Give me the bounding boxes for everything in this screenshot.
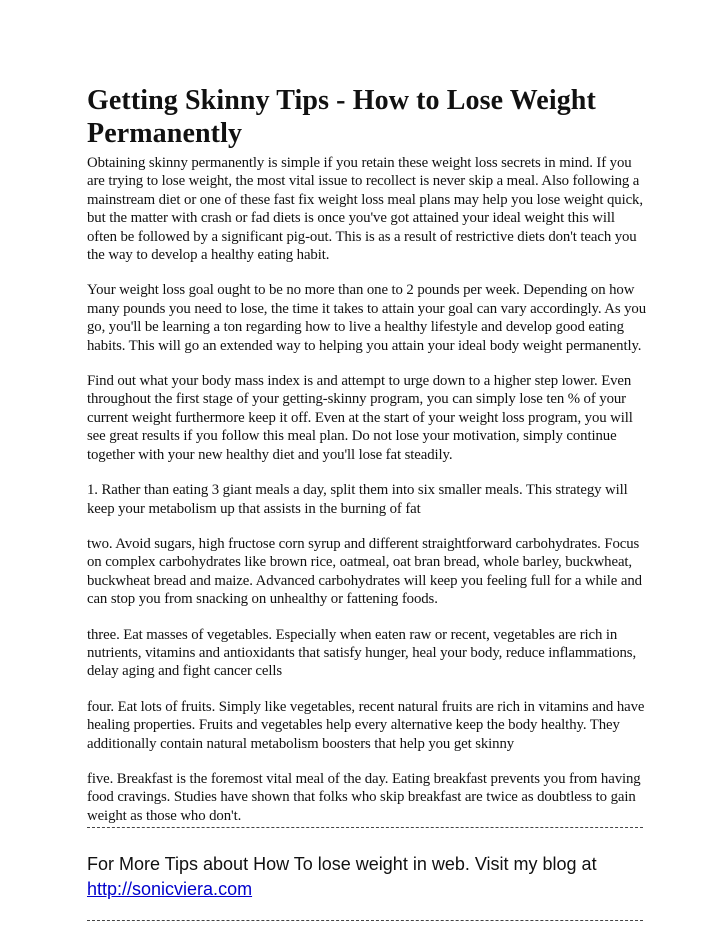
tip-four: four. Eat lots of fruits. Simply like vegetables, recent natural fruits are rich in vitamins and have healing properties. Fruits and vegetables help every alternative keep the body healthy. They additionally contain natural metabolism boosters that help you get skinny <box>87 698 645 752</box>
paragraph-intro: Obtaining skinny permanently is simple if you retain these weight loss secrets in mind. If you are trying to lose weight, the most vital issue to recollect is never skip a meal. Also following a mainstream diet or one of these fast fix weight loss meal plans may help you lose weight quick, but the matter with crash or fad diets is once you've got attained your ideal weight this will often be followed by a significant pig-out. This is as a result of restrictive diets don't teach you the way to develop a healthy eating habit. <box>87 155 643 264</box>
document-page <box>87 84 647 921</box>
dashed-divider-top <box>87 827 643 828</box>
promo-text: For More Tips about How To lose weight in web. Visit my blog at <box>87 854 597 875</box>
dashed-divider-bottom <box>87 920 643 921</box>
tip-one: 1. Rather than eating 3 giant meals a day, split them into six smaller meals. This strategy will keep your metabolism up that assists in the burning of fat <box>87 482 628 517</box>
promo-block <box>87 852 647 902</box>
tip-three: three. Eat masses of vegetables. Especially when eaten raw or recent, vegetables are rich in nutrients, vitamins and antioxidants that satisfy hunger, heal your body, reduce inflammations, delay aging and fight cancer cells <box>87 626 637 680</box>
blog-link[interactable]: http://sonicviera.com <box>87 879 253 900</box>
tip-two: two. Avoid sugars, high fructose corn syrup and different straightforward carbohydrates. Focus on complex carbohydrates like brown rice, oatmeal, oat bran bread, whole barley, buckwheat, buckwheat bread and maize. Advanced carbohydrates will keep you feeling full for a while and can stop you from snacking on unhealthy or fattening foods. <box>87 535 642 608</box>
paragraph-bmi: Find out what your body mass index is and attempt to urge down to a higher step lower. Even throughout the first stage of your getting-skinny program, you can simply lose ten % of your current weight furthermore keep it off. Even at the start of your weight loss program, you will see great results if you follow this meal plan. Do not lose your motivation, simply continue together with your new healthy diet and you'll lose fat steadily. <box>87 373 633 463</box>
paragraph-goal: Your weight loss goal ought to be no more than one to 2 pounds per week. Depending on how many pounds you need to lose, the time it takes to attain your goal can vary accordingly. As you go, you'll be learning a ton regarding how to live a healthy lifestyle and develop good eating habits. This will go an extended way to helping you attain your ideal body weight permanently. <box>87 282 646 354</box>
tip-five: five. Breakfast is the foremost vital meal of the day. Eating breakfast prevents you from having food cravings. Studies have shown that folks who skip breakfast are twice as doubtless to gain weight as those who don't. <box>87 770 641 824</box>
document-title: Getting Skinny Tips - How to Lose Weight Permanently <box>87 85 596 149</box>
